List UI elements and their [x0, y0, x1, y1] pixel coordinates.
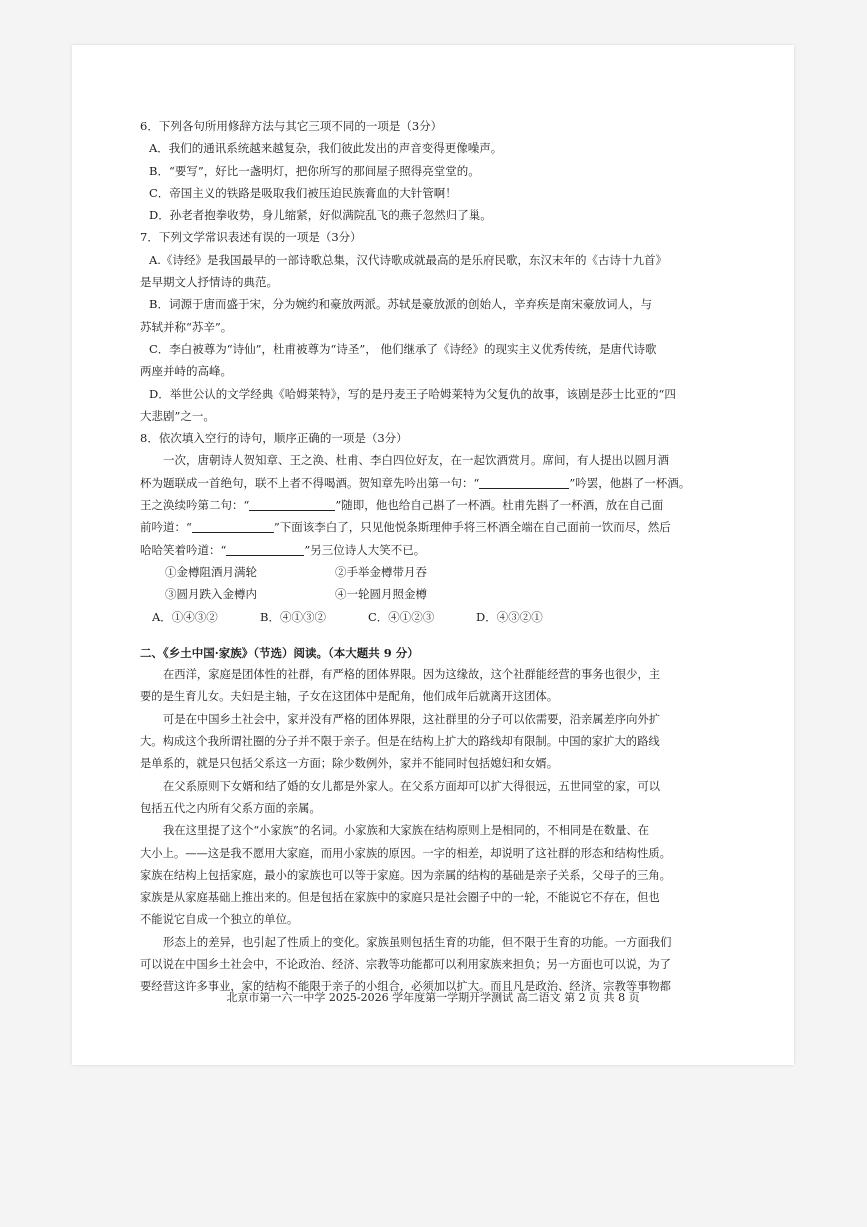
passage-line: 一次，唐朝诗人贺知章、王之涣、杜甫、李白四位好友，在一起饮酒赏月。席间，有人提出以圆月酒	[163, 453, 669, 468]
question-7	[140, 226, 732, 427]
option-d: D．孙老者抱拳收势，身儿缩紧，好似满院乱飞的燕子忽然归了巢。	[149, 208, 492, 223]
verse-option-2: ②手举金樽带月吞	[335, 564, 427, 579]
passage-text: 杯为题联成一首绝句，联不上者不得喝酒。贺知章先吟出第一句：“	[140, 475, 480, 490]
passage-text: ”随即，他也给自己斟了一杯酒。杜甫先斟了一杯酒，放在自己面	[335, 498, 664, 513]
answer-c: C．④①②③	[368, 609, 435, 624]
verse-options-row	[140, 583, 732, 605]
passage-line: 可以说在中国乡土社会中，不论政治、经济、宗教等功能都可以利用家族来担负；另一方面也可以说，为了	[140, 957, 671, 971]
answer-b: B．④①③②	[260, 609, 326, 624]
question-6	[140, 115, 732, 226]
passage-line: 不能说它自成一个独立的单位。	[140, 913, 299, 927]
passage-line: 可是在中国乡土社会中，家并没有严格的团体界限，这社群里的分子可以依需要，沿亲属差序向外扩	[163, 712, 661, 726]
passage-line: 家族是从家庭基础上推出来的。但是包括在家族中的家庭只是社会圈子中的一轮，不能说它不存在，但也	[140, 891, 660, 905]
option-b: B．“要写”，好比一盏明灯，把你所写的那间屋子照得亮堂堂的。	[149, 163, 480, 178]
verse-option-4: ④一轮圆月照金樽	[335, 587, 427, 602]
passage-line: 形态上的差异，也引起了性质上的变化。家族虽则包括生育的功能，但不限于生育的功能。一方面我们	[163, 935, 672, 949]
option-c: C．帝国主义的铁路是吸取我们被压迫民族膏血的大针管啊！	[149, 185, 457, 200]
option-a: A.《诗经》是我国最早的一部诗歌总集，汉代诗歌成就最高的是乐府民歌，东汉末年的《古诗十九首》	[149, 252, 667, 267]
option-d: D．举世公认的文学经典《哈姆莱特》，写的是丹麦王子哈姆莱特为父复仇的故事，该剧是莎士比亚的“四	[149, 386, 676, 401]
blank-3[interactable]	[192, 518, 274, 533]
option-b-continued: 苏轼并称“苏辛”。	[140, 319, 233, 334]
option-d-continued: 大悲剧”之一。	[140, 408, 215, 423]
section-title: 二、《乡土中国·家族》（节选）阅读。（本大题共 9 分）	[140, 645, 419, 660]
verse-option-3: ③圆月跌入金樽内	[165, 587, 257, 602]
exam-page	[72, 45, 794, 1065]
passage-line: 在西洋，家庭是团体性的社群，有严格的团体界限。因为这缘故，这个社群能经营的事务也很少，主	[163, 668, 661, 682]
question-stem: 7．下列文学常识表述有误的一项是（3分）	[140, 230, 362, 245]
option-a: A．我们的通讯系统越来越复杂，我们彼此发出的声音变得更像噪声。	[149, 141, 503, 156]
answer-choices	[140, 606, 732, 628]
passage-line: 包括五代之内所有父系方面的亲属。	[140, 801, 321, 815]
option-c: C．李白被尊为“诗仙”，杜甫被尊为“诗圣”， 他们继承了《诗经》的现实主义优秀传统，是唐代诗歌	[149, 341, 657, 356]
passage-text: 哈哈笑着吟道：“	[140, 542, 227, 557]
passage-line: 大。构成这个我所谓社圈的分子并不限于亲子。但是在结构上扩大的路线却有限制。中国的家扩大的路线	[140, 735, 660, 749]
blank-2[interactable]	[249, 496, 335, 511]
passage-line: 家族在结构上包括家庭，最小的家族也可以等于家庭。因为亲属的结构的基础是亲子关系，父母子的三角。	[140, 868, 671, 882]
passage-line	[140, 516, 732, 538]
passage-text: ”下面该李白了，只见他悦条斯理伸手将三杯酒全端在自己面前一饮而尽，然后	[273, 520, 671, 535]
passage-line	[140, 494, 732, 516]
verse-option-1: ①金樽阻酒月满轮	[165, 564, 257, 579]
passage-text: ”另三位诗人大笑不已。	[304, 542, 426, 557]
option-a-continued: 是早期文人抒情诗的典范。	[140, 275, 278, 290]
page-content	[140, 115, 732, 999]
passage-line: 我在这里提了这个“小家族”的名词。小家族和大家族在结构原则上是相同的，不相同是在数量、在	[163, 824, 650, 838]
option-b: B．词源于唐而盛于宋，分为婉约和豪放两派。苏轼是豪放派的创始人，辛弃疾是南宋豪放词人，与	[149, 297, 652, 312]
verse-options-row	[140, 561, 732, 583]
passage-line: 在父系原则下女婿和结了婚的女儿都是外家人。在父系方面却可以扩大得很远，五世同堂的家，可以	[163, 779, 661, 793]
page-footer: 北京市第一六一中学 2025-2026 学年度第一学期开学测试 高二语文 第 2 页 共 8 页	[226, 991, 640, 1004]
option-c-continued: 两座并峙的高峰。	[140, 364, 232, 379]
answer-a: A．①④③②	[152, 609, 218, 624]
passage-line: 是单系的，就是只包括父系这一方面；除少数例外，家并不能同时包括媳妇和女婿。	[140, 757, 558, 771]
question-stem: 8．依次填入空行的诗句，顺序正确的一项是（3分）	[140, 431, 408, 446]
passage-line	[140, 472, 732, 494]
passage-text: ”吟罢，他斟了一杯酒。	[569, 475, 691, 490]
question-stem: 6．下列各句所用修辞方法与其它三项不同的一项是（3分）	[140, 119, 443, 133]
answer-d: D．④③②①	[476, 609, 543, 624]
reading-passage	[140, 664, 732, 998]
passage-line: 要经营这许多事业，家的结构不能限于亲子的小组合，必须加以扩大。而且凡是政治、经济、宗教等事物都	[140, 980, 671, 994]
passage-line	[140, 539, 732, 561]
passage-line: 大小上。——这是我不愿用大家庭，而用小家族的原因。一字的相差，却说明了这社群的形态和结构性质。	[140, 846, 671, 860]
blank-1[interactable]	[479, 474, 569, 489]
passage-text: 前吟道：“	[140, 520, 192, 535]
passage-line: 要的是生育儿女。夫妇是主轴，子女在这团体中是配角，他们成年后就离开这团体。	[140, 690, 558, 704]
passage-text: 王之涣续吟第二句：“	[140, 498, 250, 513]
blank-4[interactable]	[226, 541, 304, 556]
question-8	[140, 427, 732, 628]
